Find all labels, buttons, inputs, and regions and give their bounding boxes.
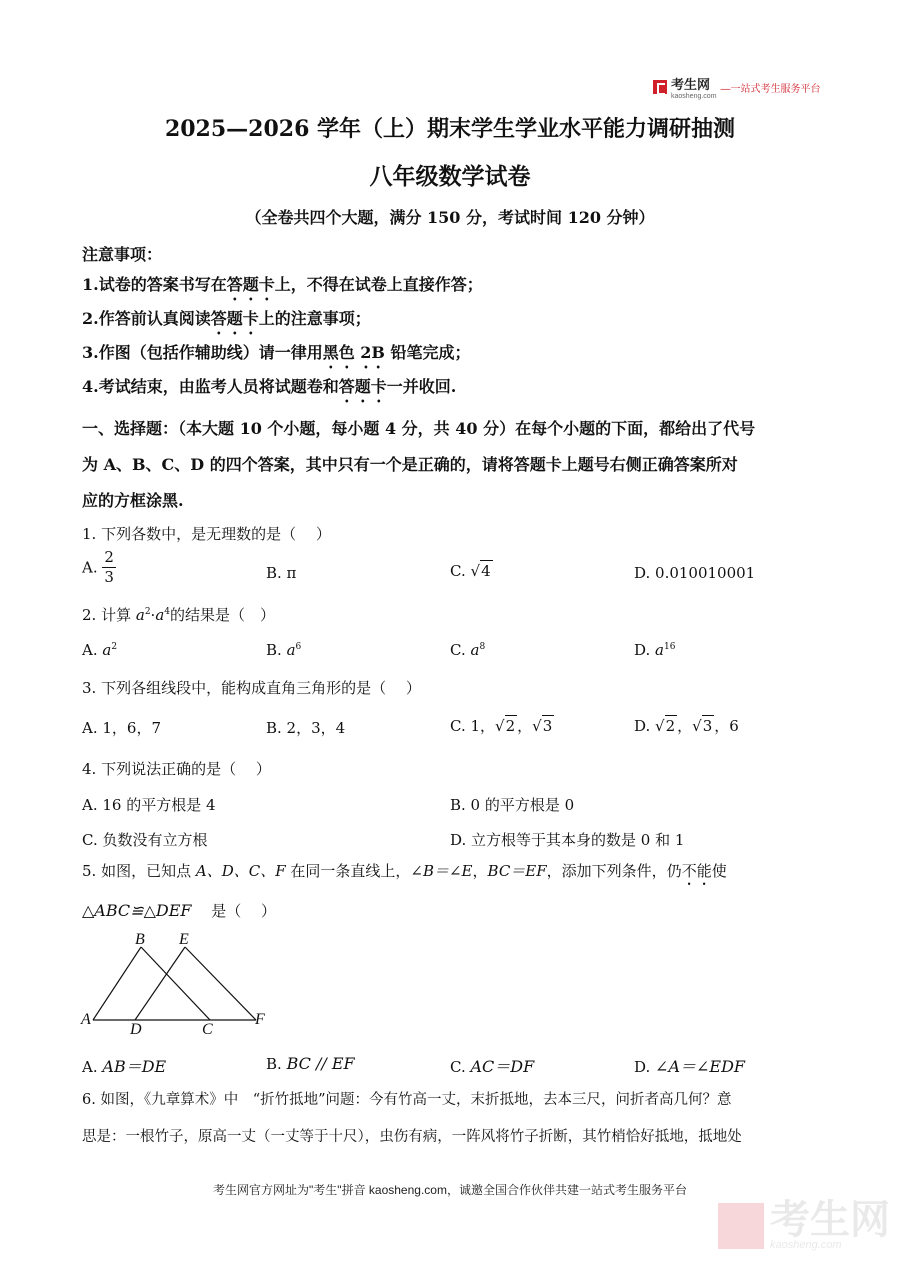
q5-triangle-figure <box>78 928 278 1040</box>
q3-option-b: B. 2，3，4 <box>266 719 346 737</box>
brand-logo-icon <box>653 80 667 94</box>
segment-ab <box>93 947 141 1020</box>
brand-text <box>671 74 717 100</box>
brand-slogan: —一站式考生服务平台 <box>720 83 821 95</box>
notes-heading: 注意事项： <box>82 245 163 264</box>
label-d: D <box>130 1021 142 1038</box>
q5-stem-2: △ABC≌△DEF 是（ ） <box>82 901 277 920</box>
q1-option-b: B. π <box>266 564 297 582</box>
q3-option-a: A. 1，6，7 <box>82 719 161 737</box>
page-footer: 考生网官方网址为"考生"拼音 kaosheng.com，诚邀全国合作伙伴共建一站式考生服务平台 <box>213 1183 687 1197</box>
q2-option-a: A. $a^2$ <box>82 641 118 659</box>
q1-stem: 1. 下列各数中，是无理数的是（ ） <box>82 525 331 543</box>
watermark <box>718 1198 890 1251</box>
q6-line-2: 思是：一根竹子，原高一丈（一丈等于十尺），虫伤有病，一阵风将竹子折断，其竹梢恰好抵地，抵地处 <box>82 1129 742 1145</box>
q3-option-d: D. √2 ，√3 ，6 <box>634 717 739 735</box>
q1-option-a: A. $\frac{2}{3}$ <box>82 548 114 586</box>
q5-stem: 5. 如图，已知点 A、D、C、F 在同一条直线上，∠B＝∠E，BC＝EF，添加下列条件，仍不能使 <box>82 862 727 880</box>
q6-line-1: 6. 如图，《九章算术》中 “折竹抵地”问题：今有竹高一丈，末折抵地，去本三尺，问折者高几何？意 <box>82 1092 732 1108</box>
watermark-logo-icon <box>718 1203 764 1249</box>
brand-header <box>653 74 821 100</box>
q5-option-c: C. AC＝DF <box>450 1057 535 1076</box>
section-1-line-3: 应的方框涂黑. <box>82 491 184 510</box>
q4-option-a: A. 16 的平方根是 4 <box>82 796 216 814</box>
label-e: E <box>179 931 189 948</box>
q2-option-d: D. $a^{16}$ <box>634 641 676 659</box>
q1-option-d: D. 0.010010001 <box>634 564 756 582</box>
segment-bc <box>141 947 210 1020</box>
watermark-name: 考生网 <box>770 1198 890 1242</box>
note-3: 3.作图（包括作辅助线）请一律用黑色 2B 铅笔完成； <box>82 343 471 362</box>
label-f: F <box>255 1011 265 1028</box>
q4-option-c: C. 负数没有立方根 <box>82 831 208 849</box>
q1-option-c: C. √4 <box>450 562 491 580</box>
label-c: C <box>202 1021 213 1038</box>
section-1-line-2: 为 A、B、C、D 的四个答案，其中只有一个是正确的，请将答题卡上题号右侧正确答案所对 <box>82 455 738 474</box>
note-1: 1.试卷的答案书写在答题卡上，不得在试卷上直接作答； <box>82 275 483 294</box>
brand-name: 考生网 <box>671 77 711 92</box>
q2-stem: 2. 计算 $a^2\cdot a^4$的结果是（ ） <box>82 606 276 624</box>
segment-de <box>135 947 185 1020</box>
label-a: A <box>81 1011 91 1028</box>
q4-option-d: D. 立方根等于其本身的数是 0 和 1 <box>450 831 685 849</box>
note-4: 4.考试结束，由监考人员将试题卷和答题卡一并收回. <box>82 377 457 396</box>
q4-stem: 4. 下列说法正确的是（ ） <box>82 760 271 778</box>
q3-stem: 3. 下列各组线段中，能构成直角三角形的是（ ） <box>82 679 421 697</box>
watermark-domain: kaosheng.com <box>770 1239 842 1251</box>
fraction: $\frac{2}{3}$ <box>104 548 114 586</box>
q2-option-c: C. $a^8$ <box>450 641 486 659</box>
q3-option-c: C. 1，√2 ，√3 <box>450 717 553 735</box>
note-2: 2.作答前认真阅读答题卡上的注意事项； <box>82 309 371 328</box>
exam-subtitle: 八年级数学试卷 <box>369 163 531 190</box>
q5-option-d: D. ∠A＝∠EDF <box>634 1057 746 1076</box>
label-b: B <box>135 931 145 948</box>
exam-info: （全卷共四个大题，满分 150 分，考试时间 120 分钟） <box>245 208 655 227</box>
brand-domain: kaosheng.com <box>671 93 717 100</box>
q2-option-b: B. $a^6$ <box>266 641 302 659</box>
q4-option-b: B. 0 的平方根是 0 <box>450 796 575 814</box>
q5-option-a: A. AB＝DE <box>82 1057 167 1076</box>
q5-option-b: B. BC // EF <box>266 1054 355 1073</box>
section-1-line-1: 一、选择题：（本大题 10 个小题，每小题 4 分，共 40 分）在每个小题的下面，都给出了代号 <box>82 419 756 438</box>
segment-ef <box>185 947 256 1020</box>
exam-title: 2025—2026 学年（上）期末学生学业水平能力调研抽测 <box>164 116 736 142</box>
